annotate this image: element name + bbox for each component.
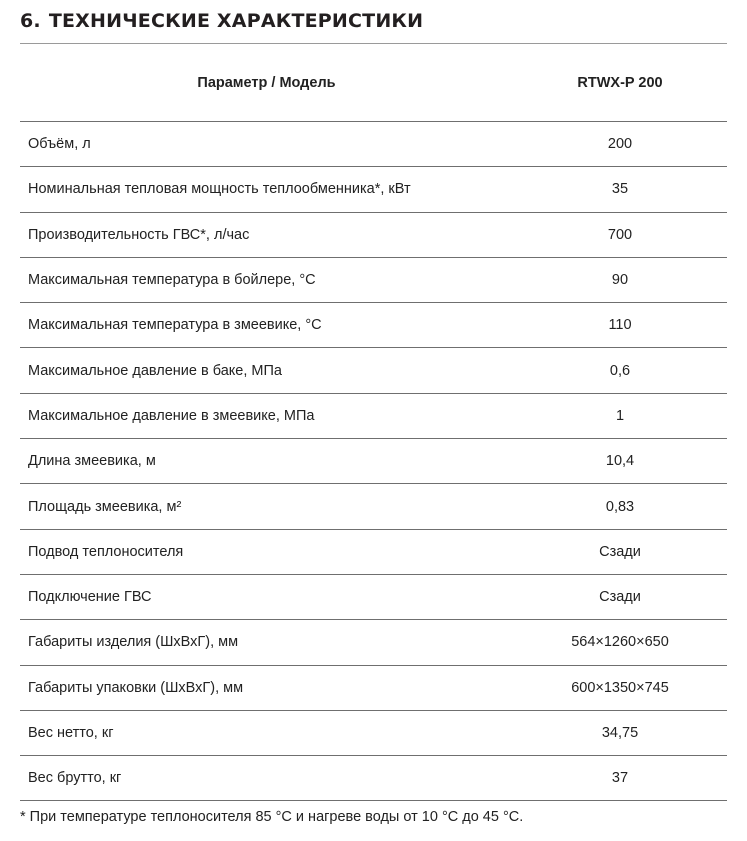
parameter-cell: Площадь змеевика, м² (20, 484, 513, 529)
table-body (20, 122, 727, 801)
value-cell: 600×1350×745 (513, 665, 727, 710)
value-cell: 1 (513, 393, 727, 438)
value-cell: Сзади (513, 574, 727, 619)
parameter-cell: Габариты упаковки (ШхВхГ), мм (20, 665, 513, 710)
value-cell: 0,6 (513, 348, 727, 393)
header-model: RTWX-P 200 (513, 44, 727, 122)
value-cell: 10,4 (513, 439, 727, 484)
parameter-cell: Максимальная температура в змеевике, °С (20, 303, 513, 348)
parameter-cell: Номинальная тепловая мощность теплообменника*, кВт (20, 167, 513, 212)
value-cell: 34,75 (513, 710, 727, 755)
value-cell: Сзади (513, 529, 727, 574)
parameter-cell: Производительность ГВС*, л/час (20, 212, 513, 257)
table-row (20, 574, 727, 619)
table-row (20, 257, 727, 302)
value-cell: 35 (513, 167, 727, 212)
table-row (20, 439, 727, 484)
table-row (20, 484, 727, 529)
table-row (20, 348, 727, 393)
value-cell: 110 (513, 303, 727, 348)
parameter-cell: Вес нетто, кг (20, 710, 513, 755)
table-header-row (20, 44, 727, 122)
header-parameter: Параметр / Модель (20, 44, 513, 122)
value-cell: 564×1260×650 (513, 620, 727, 665)
value-cell: 200 (513, 122, 727, 167)
table-row (20, 710, 727, 755)
value-cell: 37 (513, 756, 727, 801)
parameter-cell: Максимальная температура в бойлере, °С (20, 257, 513, 302)
parameter-cell: Вес брутто, кг (20, 756, 513, 801)
table-row (20, 756, 727, 801)
value-cell: 700 (513, 212, 727, 257)
parameter-cell: Длина змеевика, м (20, 439, 513, 484)
value-cell: 90 (513, 257, 727, 302)
parameter-cell: Подключение ГВС (20, 574, 513, 619)
table-row (20, 212, 727, 257)
section-heading (20, 10, 423, 32)
table-row (20, 393, 727, 438)
parameter-cell: Подвод теплоносителя (20, 529, 513, 574)
parameter-cell: Максимальное давление в змеевике, МПа (20, 393, 513, 438)
section-title: ТЕХНИЧЕСКИЕ ХАРАКТЕРИСТИКИ (48, 10, 424, 32)
table-row (20, 303, 727, 348)
parameter-cell: Максимальное давление в баке, МПа (20, 348, 513, 393)
section-number: 6. (20, 10, 41, 32)
table-row (20, 167, 727, 212)
value-cell: 0,83 (513, 484, 727, 529)
table-row (20, 529, 727, 574)
table-row (20, 620, 727, 665)
table-row (20, 122, 727, 167)
footnote: * При температуре теплоносителя 85 °С и нагреве воды от 10 °С до 45 °С. (20, 809, 524, 825)
specifications-table (20, 44, 727, 801)
parameter-cell: Габариты изделия (ШхВхГ), мм (20, 620, 513, 665)
parameter-cell: Объём, л (20, 122, 513, 167)
table-row (20, 665, 727, 710)
